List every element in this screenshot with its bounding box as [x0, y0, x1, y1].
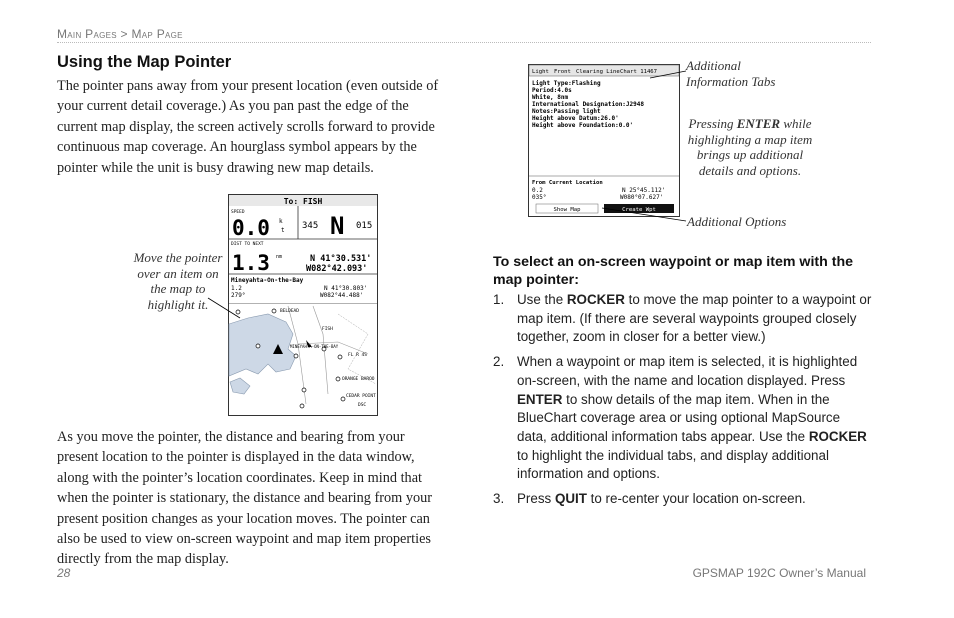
lon-readout: W082°42.093'	[306, 264, 368, 274]
key-rocker: ROCKER	[566, 292, 625, 307]
tab-light: Light	[532, 69, 549, 75]
breadcrumb-main: Main Pages	[57, 27, 117, 41]
dist-label: DIST TO NEXT	[231, 242, 264, 247]
show-map-label: Show Map	[553, 207, 581, 213]
item-lat: N 41°30.803'	[324, 285, 368, 292]
info-line-5: Notes:Passing light	[532, 108, 601, 115]
tab-front: Front	[554, 69, 571, 75]
info-line-6: Height above Datum:26.0'	[532, 115, 619, 122]
map-label-orange: ORANGE BAROO	[342, 377, 375, 382]
page-number: 28	[57, 566, 71, 580]
map-label-cedar: CEDAR POINT	[346, 394, 376, 399]
lat-readout: N 41°30.531'	[310, 254, 372, 264]
step-1: 1. Use the ROCKER to move the map pointer to a waypoint or map item. (If there are several waypoints grouped closely together, zoom in closer for a better view.)	[493, 292, 872, 345]
heading-number: 345	[302, 221, 319, 231]
tab-chart: Chart 11467	[620, 69, 658, 75]
map-label-dsc: DSC	[358, 403, 367, 408]
enter-key: ENTER	[736, 116, 781, 131]
item-bearing: 279°	[231, 292, 246, 299]
info-line-3: White, 8nm	[532, 94, 569, 101]
screen-header-text: To: FISH	[283, 197, 323, 206]
tabs-leader-line	[650, 71, 686, 78]
dist-value: 1.3	[232, 251, 270, 275]
loc-lon: W080°07.627'	[620, 194, 664, 201]
loc-lat: N 25°45.112'	[622, 187, 666, 194]
breadcrumb-map: Map Page	[131, 27, 183, 41]
create-wpt-label: Create Wpt	[622, 207, 656, 213]
key-rocker: ROCKER	[808, 428, 867, 444]
heading-letter: N	[330, 212, 345, 240]
speed-unit-bottom: t	[281, 227, 285, 234]
item-name: Mineyahta-On-the-Bay	[231, 277, 304, 284]
step-3: 3. Press QUIT to re-center your location on-screen.	[493, 491, 806, 507]
section-title: Using the Map Pointer	[57, 53, 232, 71]
loc-distance: 0.2	[532, 187, 543, 194]
options-caption: Additional Options	[687, 214, 787, 229]
info-line-7: Height above Foundation:0.0'	[532, 122, 634, 129]
map-label-fish: FISH	[322, 327, 333, 332]
breadcrumb-separator: >	[120, 27, 128, 41]
loc-bearing: 035°	[532, 194, 547, 201]
pointer-leader-line	[208, 298, 240, 318]
key-quit: QUIT	[554, 491, 587, 507]
info-line-4: International Designation:J2948	[532, 101, 644, 108]
manual-title: GPSMAP 192C Owner’s Manual	[692, 566, 866, 580]
loc-label: From Current Location	[532, 180, 603, 186]
map-label-light: FL R 4S	[348, 353, 367, 358]
enter-caption: Pressing ENTER while highlighting a map item brings up additional details and options.	[687, 116, 813, 178]
info-line-2: Period:4.0s	[532, 87, 572, 94]
map-label-beldead: BELDEAD	[280, 309, 299, 314]
tab-clearing-line: Clearing Line	[576, 69, 620, 75]
speed-unit-top: k	[279, 218, 283, 225]
pointer-caption: Move the pointer over an item on the map to highlight it.	[133, 250, 223, 312]
options-leader-line	[602, 208, 686, 221]
dist-unit: nm	[276, 254, 283, 260]
tabs-caption: Additional Information Tabs	[686, 58, 776, 89]
heading-right: 015	[356, 221, 373, 231]
pointer-paragraph: As you move the pointer, the distance and bearing from your present location to the pointer is displayed in the data window, along with the pointer’s location coordinates. Keep in mind that when the pointer is stationary, the distance and bearing from your present position changes as your location moves. The pointer can also be used to view on-screen waypoint and map item properties directly from the map display.	[57, 429, 433, 568]
procedure-steps	[493, 291, 873, 515]
speed-value: 0.0	[232, 216, 270, 240]
info-line-1: Light Type:Flashing	[532, 80, 601, 87]
item-lon: W082°44.488'	[320, 292, 364, 299]
map-label-mineyahta: MINEYAHTA-ON-THE-BAY	[290, 344, 339, 349]
key-enter: ENTER	[517, 391, 563, 407]
speed-label: SPEED	[231, 210, 245, 215]
procedure-title: To select an on-screen waypoint or map item with the map pointer:	[493, 254, 854, 288]
step-2: 2. When a waypoint or map item is selected, it is highlighted on-screen, with the name and location displayed. Press ENTER to show details of the map item. When in the BlueChart coverage area or using optional MapSource data, additional information tabs appear. Use the ROCKER to highlight the individual tabs, and display additional information and options.	[493, 354, 867, 482]
item-distance: 1.2	[231, 285, 242, 292]
intro-paragraph: The pointer pans away from your present location (even outside of your current detail coverage.) As you pan past the edge of the current map display, the screen actively scrolls forward to provide continuous map coverage. An hourglass symbol appears by the pointer while the unit is busy drawing new map details.	[57, 78, 439, 176]
